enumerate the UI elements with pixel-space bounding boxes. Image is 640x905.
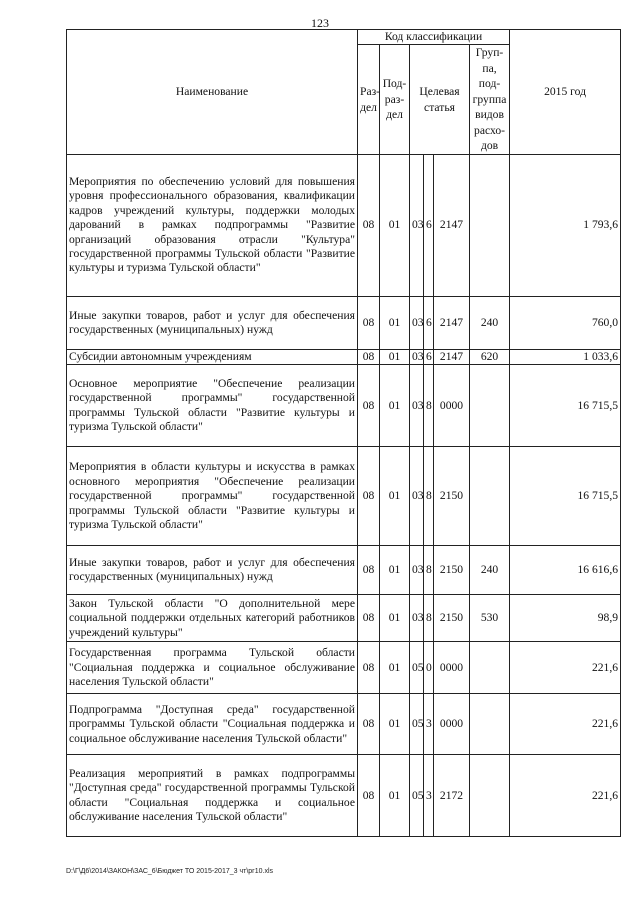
row-razdel: 08 — [358, 755, 380, 837]
row-article-program: 03 — [410, 154, 424, 296]
row-razdel: 08 — [358, 642, 380, 694]
row-sum: 16 616,6 — [510, 546, 621, 595]
row-sum: 1 033,6 — [510, 349, 621, 364]
table-row — [67, 694, 621, 755]
row-podrazdel: 01 — [380, 755, 410, 837]
budget-table — [66, 29, 621, 837]
row-article-subprogram: 8 — [424, 595, 434, 642]
row-article-direction: 2172 — [434, 755, 470, 837]
row-expense-group — [470, 755, 510, 837]
row-article-program: 03 — [410, 447, 424, 546]
row-article-direction: 2150 — [434, 447, 470, 546]
row-name: Иные закупки товаров, работ и услуг для обеспечения государственных (муниципальных) нужд — [67, 546, 358, 595]
row-article-direction: 2150 — [434, 595, 470, 642]
header-expense-group: Груп-па, под-группа видов расхо-дов — [470, 45, 510, 155]
row-expense-group: 530 — [470, 595, 510, 642]
row-sum: 221,6 — [510, 694, 621, 755]
row-sum: 221,6 — [510, 755, 621, 837]
row-article-direction: 0000 — [434, 694, 470, 755]
row-article-direction: 2147 — [434, 349, 470, 364]
header-target-article: Целевая статья — [410, 45, 470, 155]
row-razdel: 08 — [358, 296, 380, 349]
header-name: Наименование — [67, 30, 358, 155]
row-name: Закон Тульской области "О дополнительной мере социальной поддержки отдельных категорий работников учреждений культуры" — [67, 595, 358, 642]
row-article-program: 03 — [410, 365, 424, 447]
row-expense-group: 240 — [470, 296, 510, 349]
table-row — [67, 546, 621, 595]
row-sum: 16 715,5 — [510, 365, 621, 447]
row-razdel: 08 — [358, 349, 380, 364]
row-name: Иные закупки товаров, работ и услуг для обеспечения государственных (муниципальных) нужд — [67, 296, 358, 349]
row-sum: 1 793,6 — [510, 154, 621, 296]
row-article-subprogram: 6 — [424, 349, 434, 364]
row-podrazdel: 01 — [380, 154, 410, 296]
header-razdel: Раз-дел — [358, 45, 380, 155]
row-article-program: 03 — [410, 349, 424, 364]
row-expense-group — [470, 694, 510, 755]
row-razdel: 08 — [358, 154, 380, 296]
row-expense-group — [470, 365, 510, 447]
row-expense-group — [470, 154, 510, 296]
file-path-footer: D:\Г\Д6\2014\ЗАКОН\ЗАС_6\Бюджет ТО 2015-2017_3 чт\рг10.xls — [66, 868, 274, 875]
row-article-direction: 0000 — [434, 642, 470, 694]
row-sum: 98,9 — [510, 595, 621, 642]
row-name: Мероприятия в области культуры и искусства в рамках основного мероприятия "Обеспечение реализации государственной программы" государственной программы Тульской области "Развитие культуры и туризма Тульской области" — [67, 447, 358, 546]
row-name: Субсидии автономным учреждениям — [67, 349, 358, 364]
table-row — [67, 365, 621, 447]
row-name: Мероприятия по обеспечению условий для повышения уровня профессионального образования, квалификации кадров учреждений культуры, поддержки молодых дарований в рамках подпрограммы "Развитие организаций образования отрасли "Культура" государственной программы Тульской области "Развитие культуры и туризма Тульской области" — [67, 154, 358, 296]
row-name: Реализация мероприятий в рамках подпрограммы "Доступная среда" государственной программы Тульской области "Социальная поддержка и социальное обслуживание населения Тульской области" — [67, 755, 358, 837]
row-article-subprogram: 3 — [424, 755, 434, 837]
row-article-program: 03 — [410, 546, 424, 595]
row-name: Государственная программа Тульской области "Социальная поддержка и социальное обслуживание населения Тульской области" — [67, 642, 358, 694]
row-article-subprogram: 8 — [424, 546, 434, 595]
row-article-direction: 2150 — [434, 546, 470, 595]
row-razdel: 08 — [358, 546, 380, 595]
table-row — [67, 447, 621, 546]
table-row — [67, 154, 621, 296]
row-article-subprogram: 6 — [424, 154, 434, 296]
table-row — [67, 349, 621, 364]
row-article-subprogram: 8 — [424, 447, 434, 546]
table-row — [67, 642, 621, 694]
header-podrazdel: Под-раз-дел — [380, 45, 410, 155]
row-razdel: 08 — [358, 694, 380, 755]
row-podrazdel: 01 — [380, 349, 410, 364]
header-year: 2015 год — [510, 30, 621, 155]
row-article-program: 05 — [410, 755, 424, 837]
row-article-subprogram: 6 — [424, 296, 434, 349]
row-podrazdel: 01 — [380, 365, 410, 447]
row-article-direction: 0000 — [434, 365, 470, 447]
table-row — [67, 755, 621, 837]
row-podrazdel: 01 — [380, 642, 410, 694]
row-article-program: 03 — [410, 595, 424, 642]
header-classification: Код классификации — [358, 30, 510, 45]
row-article-program: 05 — [410, 642, 424, 694]
row-sum: 221,6 — [510, 642, 621, 694]
row-razdel: 08 — [358, 447, 380, 546]
table-row — [67, 595, 621, 642]
row-article-direction: 2147 — [434, 296, 470, 349]
page-number: 123 — [311, 16, 329, 30]
row-article-program: 03 — [410, 296, 424, 349]
row-podrazdel: 01 — [380, 296, 410, 349]
row-expense-group: 240 — [470, 546, 510, 595]
row-article-subprogram: 3 — [424, 694, 434, 755]
row-article-program: 05 — [410, 694, 424, 755]
row-article-subprogram: 0 — [424, 642, 434, 694]
row-podrazdel: 01 — [380, 595, 410, 642]
row-expense-group: 620 — [470, 349, 510, 364]
row-razdel: 08 — [358, 595, 380, 642]
table-row — [67, 296, 621, 349]
row-razdel: 08 — [358, 365, 380, 447]
row-article-subprogram: 8 — [424, 365, 434, 447]
row-name: Основное мероприятие "Обеспечение реализации государственной программы" государственной программы Тульской области "Развитие культуры и туризма Тульской области" — [67, 365, 358, 447]
row-article-direction: 2147 — [434, 154, 470, 296]
row-name: Подпрограмма "Доступная среда" государственной программы Тульской области "Социальная поддержка и социальное обслуживание населения Тульской области" — [67, 694, 358, 755]
row-podrazdel: 01 — [380, 546, 410, 595]
row-podrazdel: 01 — [380, 694, 410, 755]
row-sum: 760,0 — [510, 296, 621, 349]
row-expense-group — [470, 447, 510, 546]
row-podrazdel: 01 — [380, 447, 410, 546]
row-expense-group — [470, 642, 510, 694]
row-sum: 16 715,5 — [510, 447, 621, 546]
